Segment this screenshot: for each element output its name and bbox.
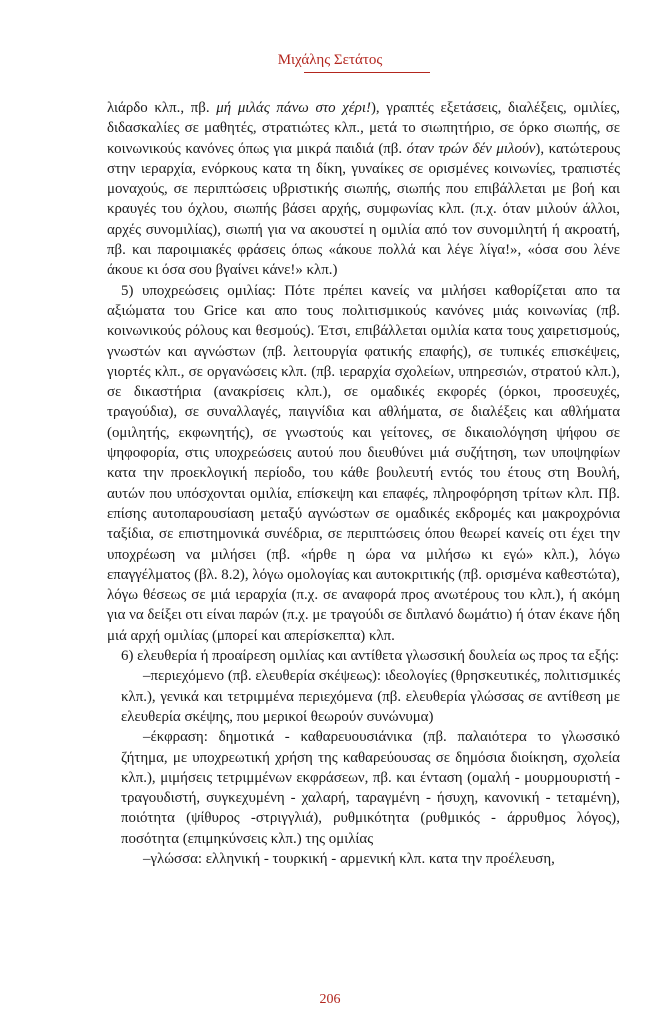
subitem-content: –περιεχόμενο (πβ. ελευθερία σκέψεως): ιδεολογίες (θρησκευτικές, πολιτισμικές κλπ.), γενικά και τετριμμένα περιεχόμενα (πβ. ελευθερία γλώσσας σε αντίθεση με ελευθερία σκέψης, που μερικοί θεωρούν συνώνυμα) [121,668,620,725]
paragraph-2 [107,281,620,646]
paragraph-text: ), γραπτές εξετάσεις, διαλέξεις, ομιλίες, διδασκαλίες σε μαθητές, στρατιώτες κλπ., μετά το σιωπητήριο, σε όρκο σιωπής, σε κοινωνικούς κανόνες όπως για μικρά παιδιά (πβ. [107,100,620,157]
paragraph-3 [107,646,620,666]
paragraph-text: 6) ελευθερία ή προαίρεση ομιλίας και αντίθετα γλωσσική δουλεία ως προς τα εξής: [121,648,620,665]
italic-example-text: όταν τρών δέν μιλούν [406,140,536,157]
header-underline [304,72,430,73]
running-header: Μιχάλης Σετάτος [277,52,383,68]
paragraph-text: λιάρδο κλπ., πβ. [107,100,217,116]
subitem-language: –γλώσσα: ελληνική - τουρκική - αρμενική κλπ. κατα την προέλευση, [143,850,555,867]
paragraph-1 [107,98,620,281]
paragraph-text: 5) υποχρεώσεις ομιλίας: Πότε πρέπει κανείς να μιλήσει καθορίζεται απο τα αξιώματα του Grice και απο τους πολιτισμικούς κανόνες μιάς κοινωνίας (πβ. κοινωνικούς ρόλους και θεσμούς). Έτσι, επιβάλλεται ομιλία κατα τους χαιρετισμούς, γνωστών και αγνώστων (πβ. λειτουργία φατικής επαφής), σε τυπικές επισκέψεις, γιορτές κλπ., σε οργανώσεις κλπ. (πβ. ιεραρχία σχολείων, υπηρεσιών, στρατού κλπ.), σε δικαστήρια (ανακρίσεις κλπ.), σε ομαδικές εκφορές (όρκοι, προσευχές, τραγούδια), σε συναλλαγές, παιγνίδια και αθλήματα, σε διαλέξεις και αθλήματα (ομιλητής, εκφωνητής), σε γνωστούς και γείτονες, σε δικαιολόγηση ψήφου σε ψηφοφορία, στις υποχρεώσεις αυτού που διευθύνει μιά συζήτηση, των υποψηφίων κατα την προεκλογική περίοδο, του κάθε βουλευτή εντός του έτους στη Βουλή, αυτών που υπόσχονται ομιλία, επίσκεψη και επαφές, πληροφόρηση τρίτων κλπ. Πβ. επίσης αυτοπαρουσίαση μεταξύ αγνώστων σε ομαδικές εκδρομές και μακροχρόνια ταξίδια, σε επιστημονικά συνέδρια, σε περιπτώσεις όπου θεωρεί κανείς οτι έχει την υποχρέωση να μιλήσει (πβ. «ήρθε η ώρα να μιλήσω κι εγώ» κλπ.), λόγω επαγγέλματος (βλ. 8.2), λόγω ομολογίας και αυτοκριτικής (πβ. ορισμένα καθεστώτα), λόγω θέσεως σε μιά ιεραρχία (π.χ. σε αναφορά προς ανωτέρους του κλπ.), ή ακόμη για να δείξει οτι είναι παρών (π.χ. με τραγούδι σε διπλανό δωμάτιο) ή όταν έκανε ήδη μιά αρχή ομιλίας (μπορεί και απερίσκεπτα) κλπ. [107,282,620,644]
page-body [107,98,620,869]
subitem-expression: –έκφραση: δημοτικά - καθαρευουσιάνικα (πβ. παλαιότερα το γλωσσικό ζήτημα, με υποχρεωτική χρήση της καθαρεύουσας σε δημόσια διοίκηση, σχολεία κλπ.), μιμήσεις τετριμμένων εκφράσεων, πβ. και ένταση (ομαλή - μουρμουριστή - τραγουδιστή, συγκεχυμένη - χαλαρή, ταραγμένη - ήσυχη, κανονική - τεταμένη), ποιότητα (ψίθυρος -στριγγλιά), ρυθμικότητα (ρυθμικός - άρρυθμος λόγος), ποσότητα (επιμηκύνσεις κλπ.) της ομιλίας [121,729,620,847]
page-number: 206 [319,992,341,1007]
italic-example-text: μή μιλάς πάνω στο χέρι! [216,100,371,116]
paragraph-text: ), κατώτερους στην ιεραρχία, ενόρκους κατα τη δίκη, γυναίκες σε ορισμένες κοινωνίες, τραπιστές μοναχούς, σε περιπτώσεις υβριστικής σιωπής, σιωπής που επιβάλλεται με βοή και κραυγές του όχλου, σιωπής βάσει αρχής, συμφωνίας κλπ. (π.χ. όταν μιλούν άλλοι, αρχές συνομιλίας), σιωπή για να ακουστεί η ομιλία από τον συνομιλητή ή ακροατή, πβ. και παροιμιακές φράσεις όπως «άκουε πολλά και λέγε λίγα!», «όσα σου λένε άκουε κι όσα σου βγαίνει κάνε!» κλπ.) [107,140,620,279]
